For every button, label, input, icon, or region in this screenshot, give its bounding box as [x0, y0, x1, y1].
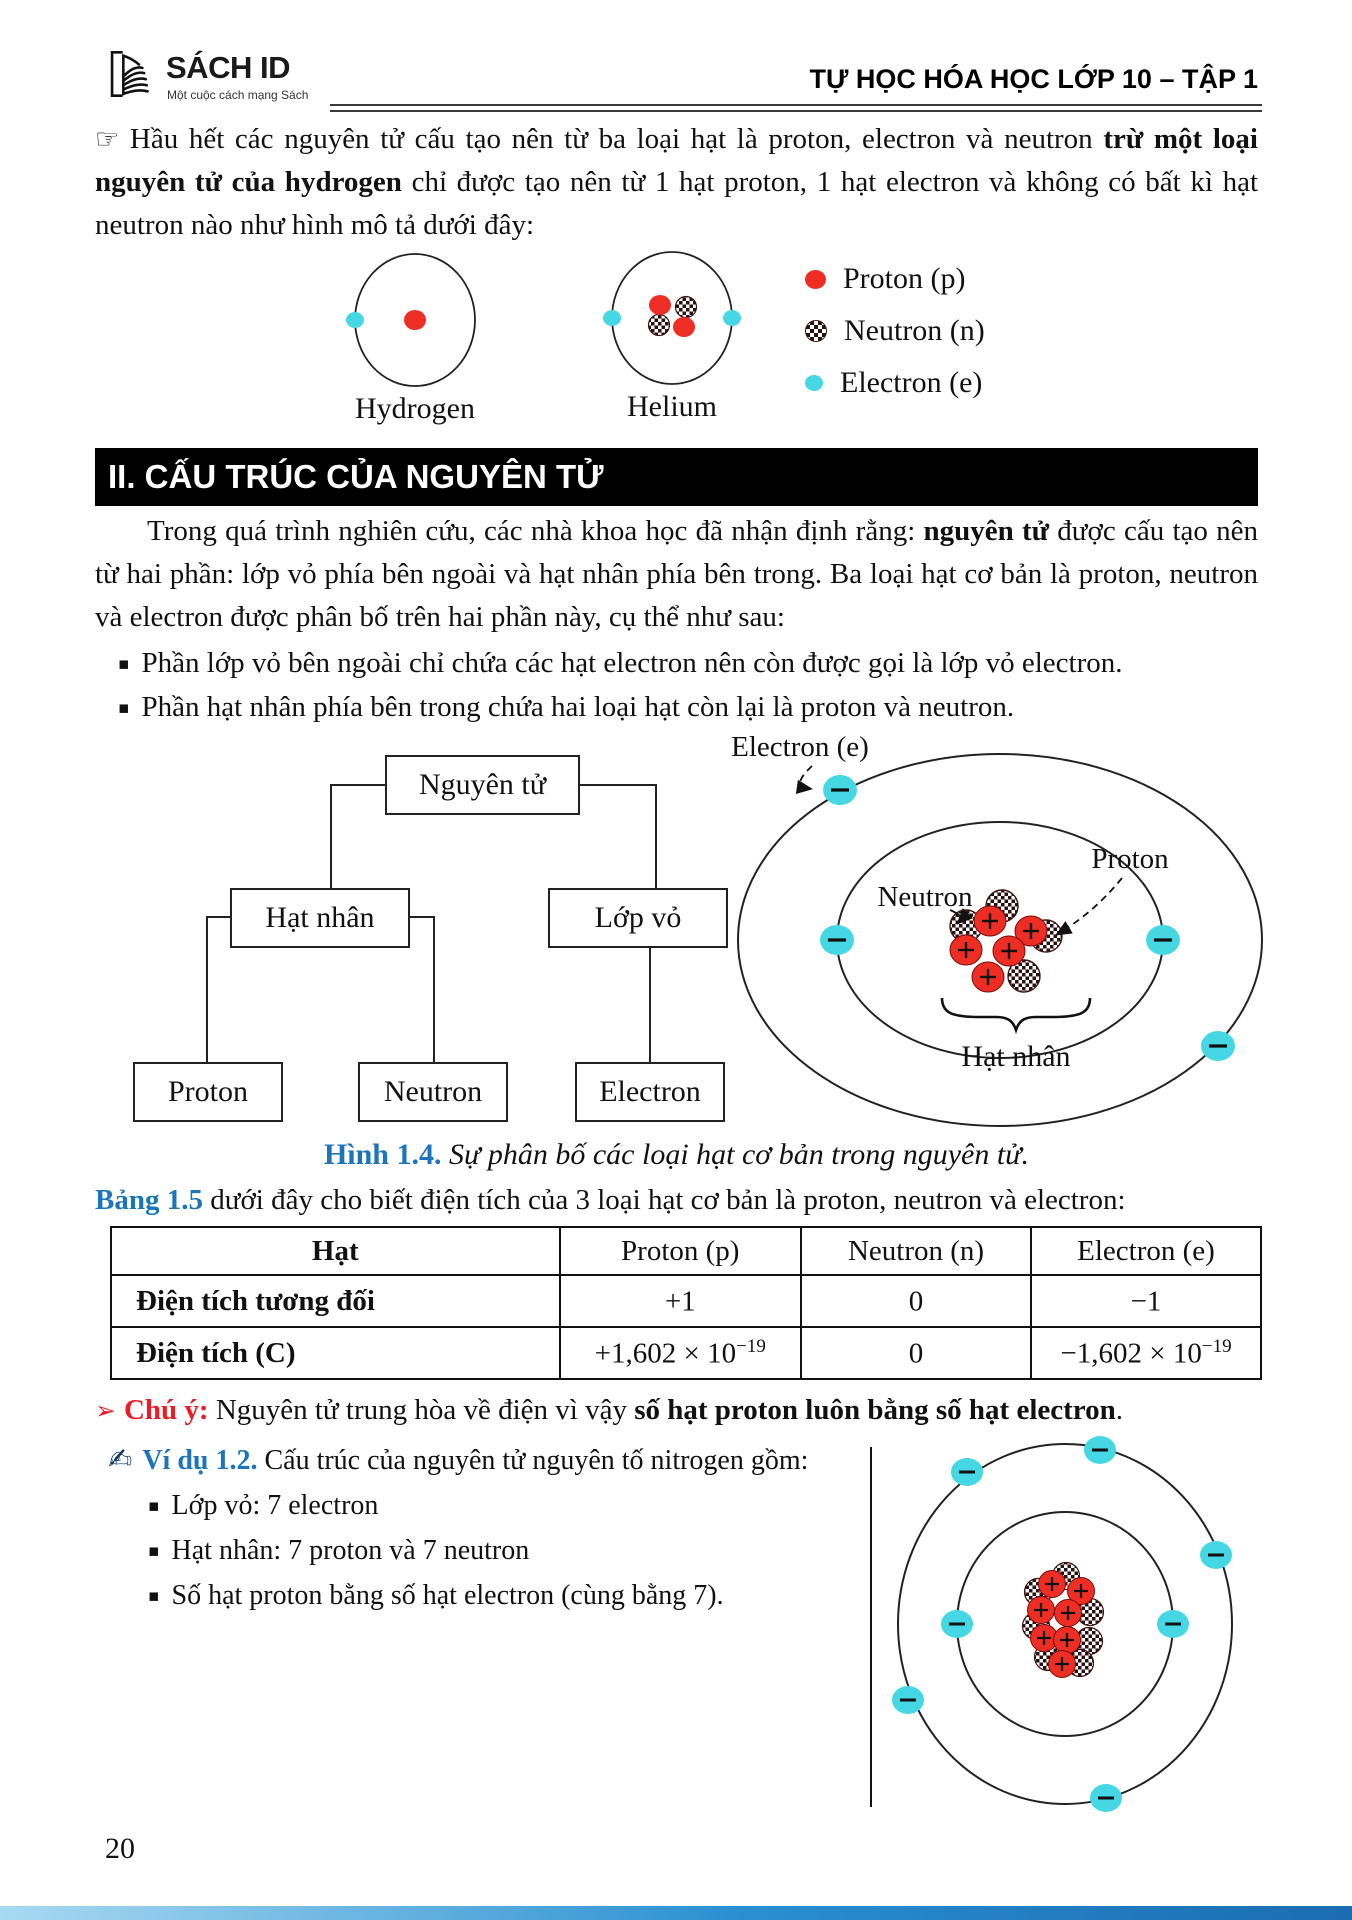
table-header-row [111, 1227, 1261, 1275]
legend-item-electron [805, 366, 982, 400]
example-number: Ví dụ 1.2. [142, 1445, 258, 1476]
tree-node-atom: Nguyên tử [385, 755, 580, 815]
intro-paragraph [95, 118, 1258, 247]
bullet-square-icon: ▪ [118, 654, 130, 674]
tree-connector [433, 916, 435, 1064]
table-cell: +1 [560, 1275, 802, 1327]
example-intro: Cấu trúc của nguyên tử nguyên tố nitrogen gồm: [257, 1445, 809, 1476]
proton-callout-label: Proton [1091, 843, 1169, 875]
writing-hand-icon: ✍ [108, 1442, 133, 1476]
note-label: Chú ý: [123, 1394, 209, 1426]
bullet-square-icon: ▪ [148, 1586, 160, 1606]
example-bullet-2: ▪ Hạt nhân: 7 proton và 7 neutron [148, 1535, 530, 1566]
section2-paragraph: Trong quá trình nghiên cứu, các nhà khoa học đã nhận định rằng: nguyên tử được cấu tạo nên từ hai phần: lớp vỏ phía bên ngoài và hạt nhân phía bên trong. Ba loại hạt cơ bản là proton, neutron và electron được phân bố trên hai phần này, cụ thể như sau: [95, 515, 1258, 633]
intro-text: Hầu hết các nguyên tử cấu tạo nên từ ba loại hạt là proton, electron và neutron trừ một loại nguyên tử của hydrogen chỉ được tạo nên từ 1 hạt proton, 1 hạt electron và không có bất kì hạt neutron nào như hình mô tả dưới đây: [95, 123, 1259, 241]
col-header: Electron (e) [1031, 1227, 1261, 1275]
row-label: Điện tích tương đối [111, 1275, 560, 1327]
atom-structure-figure [680, 675, 1310, 1140]
tree-connector [206, 916, 208, 1064]
row-label: Điện tích (C) [111, 1327, 560, 1379]
tree-connector [330, 784, 387, 786]
table-row [111, 1327, 1261, 1379]
bullet-square-icon: ▪ [148, 1496, 160, 1516]
table-intro [95, 1184, 1258, 1217]
nucleus-brace [942, 998, 1090, 1030]
note-line [95, 1394, 1258, 1427]
section2-bullet-2: ▪ Phần hạt nhân phía bên trong chứa hai loại hạt còn lại là proton và neutron. [118, 691, 1015, 723]
proton-callout-arrow [1056, 878, 1122, 935]
tree-node-electron: Electron [575, 1062, 725, 1122]
helium-label: Helium [627, 390, 717, 423]
col-header: Proton (p) [560, 1227, 802, 1275]
nucleus-label: Hạt nhân [961, 1040, 1071, 1073]
figure-number: Hình 1.4. [323, 1138, 442, 1171]
example-heading [108, 1442, 868, 1477]
note-arrow-icon: ➢ [95, 1396, 116, 1425]
electron-dot-icon [805, 375, 823, 391]
tree-connector [655, 784, 657, 890]
proton-dot-icon [805, 270, 826, 289]
neutron-dot-icon [805, 320, 827, 342]
header-divider [330, 104, 1262, 112]
tree-node-neutron: Neutron [358, 1062, 508, 1122]
logo-title: SÁCH ID [166, 50, 290, 85]
hydrogen-proton [404, 310, 426, 330]
page-number: 20 [105, 1832, 135, 1865]
hydrogen-label: Hydrogen [355, 392, 475, 425]
tree-connector [408, 916, 435, 918]
table-intro-text: dưới đây cho biết điện tích của 3 loại hạt cơ bản là proton, neutron và electron: [202, 1184, 1126, 1216]
legend-item-proton [805, 262, 966, 296]
figure-caption-text: Sự phân bố các loại hạt cơ bản trong nguyên tử. [441, 1138, 1030, 1171]
table-cell: −1 [1031, 1275, 1261, 1327]
legend-proton-label: Proton (p) [843, 262, 966, 295]
section-title-bar: II. CẤU TRÚC CỦA NGUYÊN TỬ [95, 448, 1258, 506]
bullet-square-icon: ▪ [118, 698, 130, 718]
legend-electron-label: Electron (e) [840, 366, 983, 399]
tree-connector [578, 784, 657, 786]
hydrogen-electron [346, 312, 364, 328]
helium-orbit [612, 252, 732, 384]
nitrogen-atom-figure [858, 1432, 1302, 1816]
tree-connector [206, 916, 232, 918]
sachid-logo-icon [106, 46, 158, 102]
helium-electron-left [603, 310, 621, 326]
bullet-square-icon: ▪ [148, 1541, 160, 1561]
neutron-callout-label: Neutron [877, 881, 973, 913]
col-header: Neutron (n) [801, 1227, 1031, 1275]
helium-proton [673, 317, 695, 337]
tree-connector [649, 946, 651, 1064]
electron-callout-label: Electron (e) [731, 731, 869, 763]
footer-bar [0, 1906, 1352, 1920]
col-header: Hạt [111, 1227, 560, 1275]
helium-electron-right [723, 310, 741, 326]
logo-tagline: Một cuộc cách mạng Sách [167, 88, 309, 102]
charge-table [110, 1226, 1262, 1380]
tree-node-nucleus: Hạt nhân [230, 888, 410, 948]
helium-proton [649, 295, 671, 315]
figure-caption [95, 1138, 1258, 1172]
helium-neutron [676, 297, 697, 318]
tree-connector [330, 784, 332, 890]
table-cell: $+1,602 \times 10^{-19}$ [560, 1327, 802, 1379]
page-header-title: TỰ HỌC HÓA HỌC LỚP 10 – TẬP 1 [809, 64, 1258, 94]
pointing-hand-icon: ☞ [95, 124, 120, 155]
table-cell: $-1,602 \times 10^{-19}$ [1031, 1327, 1261, 1379]
table-number: Bảng 1.5 [95, 1184, 203, 1216]
helium-neutron [649, 315, 670, 336]
legend-item-neutron [805, 314, 985, 348]
table-cell: 0 [801, 1327, 1031, 1379]
section2-bullet-1: ▪ Phần lớp vỏ bên ngoài chỉ chứa các hạt electron nên còn được gọi là lớp vỏ electron. [118, 647, 1123, 679]
example-bullet-3: ▪ Số hạt proton bằng số hạt electron (cùng bằng 7). [148, 1580, 724, 1611]
legend-neutron-label: Neutron (n) [844, 314, 985, 347]
note-text: Nguyên tử trung hòa về điện vì vậy số hạt proton luôn bằng số hạt electron. [208, 1394, 1123, 1426]
example-bullet-1: ▪ Lớp vỏ: 7 electron [148, 1490, 379, 1521]
tree-node-proton: Proton [133, 1062, 283, 1122]
electron-callout-arrow [800, 766, 812, 789]
table-cell: 0 [801, 1275, 1031, 1327]
tree-node-shell: Lớp vỏ [548, 888, 728, 948]
nucleus-cluster [1023, 1563, 1104, 1678]
table-row [111, 1275, 1261, 1327]
